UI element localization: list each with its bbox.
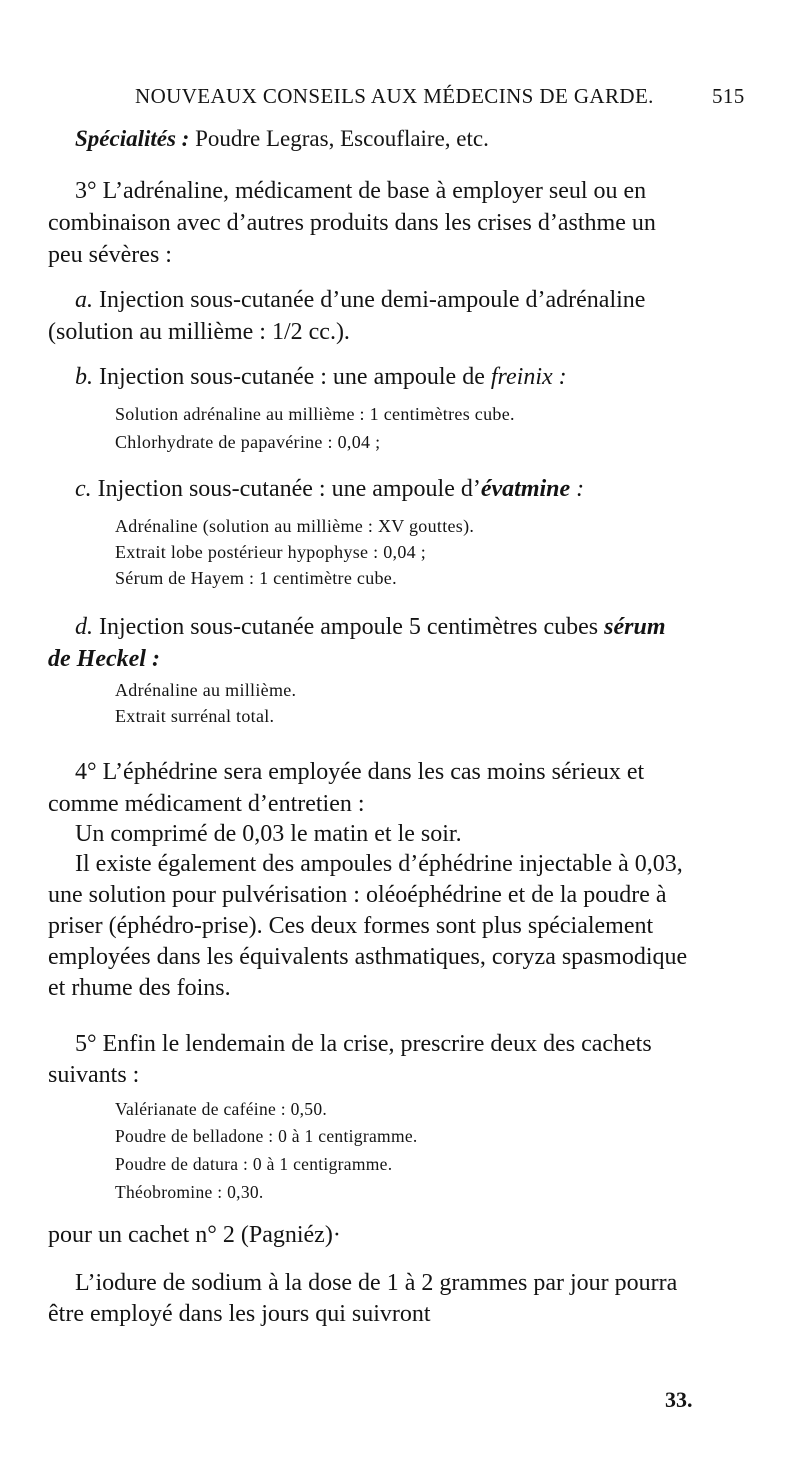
item-a-text: Injection sous-cutanée d’une demi-ampoule d’adrénaline bbox=[93, 287, 646, 313]
closing-line-2: être employé dans les jours qui suivront bbox=[48, 1301, 431, 1327]
item-d-line-2 bbox=[48, 646, 160, 673]
specialites-line bbox=[75, 126, 489, 152]
section4-line-4: Il existe également des ampoules d’éphédrine injectable à 0,03, bbox=[75, 851, 683, 877]
section4-line-3: Un comprimé de 0,03 le matin et le soir. bbox=[75, 821, 462, 847]
specialites-text: Poudre Legras, Escouflaire, etc. bbox=[189, 126, 489, 151]
item-b-colon: : bbox=[552, 364, 567, 390]
item-c-product: évatmine bbox=[480, 476, 571, 502]
item-d-formula-2: Extrait surrénal total. bbox=[115, 706, 275, 726]
section4-line-8: et rhume des foins. bbox=[48, 975, 231, 1001]
running-title: NOUVEAUX CONSEILS AUX MÉDECINS DE GARDE. bbox=[135, 84, 654, 108]
item-d-formula-1: Adrénaline au millième. bbox=[115, 680, 297, 700]
item-d-product-2: de Heckel : bbox=[48, 646, 160, 672]
item-a-line-2: (solution au millième : 1/2 cc.). bbox=[48, 319, 350, 345]
section3-line-3: peu sévères : bbox=[48, 242, 172, 268]
item-d-product-1: sérum bbox=[604, 614, 666, 640]
item-b-product: freinix bbox=[490, 364, 553, 390]
section5-after: pour un cachet n° 2 (Pagniéz)· bbox=[48, 1222, 341, 1248]
section5-formula-4: Théobromine : 0,30. bbox=[115, 1182, 264, 1202]
specialites-label: Spécialités : bbox=[75, 126, 190, 151]
section5-formula-3: Poudre de datura : 0 à 1 centigramme. bbox=[115, 1154, 393, 1174]
item-b-line bbox=[75, 364, 567, 391]
section3-line-2: combinaison avec d’autres produits dans les crises d’asthme un bbox=[48, 210, 656, 236]
item-c-line bbox=[75, 476, 584, 503]
section5-formula-1: Valérianate de caféine : 0,50. bbox=[115, 1099, 328, 1119]
section5-line-1: 5° Enfin le lendemain de la crise, prescrire deux des cachets bbox=[75, 1031, 652, 1057]
item-c-colon: : bbox=[570, 476, 585, 502]
item-c-formula-2: Extrait lobe postérieur hypophyse : 0,04 ; bbox=[115, 542, 427, 562]
signature-mark: 33. bbox=[665, 1387, 693, 1412]
closing-line-1: L’iodure de sodium à la dose de 1 à 2 grammes par jour pourra bbox=[75, 1270, 678, 1296]
item-b-formula-2: Chlorhydrate de papavérine : 0,04 ; bbox=[115, 432, 381, 452]
section5-formula-2: Poudre de belladone : 0 à 1 centigramme. bbox=[115, 1126, 418, 1146]
section4-line-1: 4° L’éphédrine sera employée dans les cas moins sérieux et bbox=[75, 759, 645, 785]
item-c-formula-3: Sérum de Hayem : 1 centimètre cube. bbox=[115, 568, 397, 588]
item-d-text: Injection sous-cutanée ampoule 5 centimètres cubes bbox=[93, 614, 605, 640]
section5-line-2: suivants : bbox=[48, 1062, 140, 1088]
item-b-letter: b. bbox=[75, 364, 93, 390]
section3-line-1: 3° L’adrénaline, médicament de base à employer seul ou en bbox=[75, 178, 647, 204]
page-number: 515 bbox=[712, 84, 745, 108]
item-a-letter: a. bbox=[75, 287, 93, 313]
item-b-text: Injection sous-cutanée : une ampoule de bbox=[93, 364, 491, 390]
item-b-formula-1: Solution adrénaline au millième : 1 centimètres cube. bbox=[115, 404, 515, 424]
section4-line-7: employées dans les équivalents asthmatiques, coryza spasmodique bbox=[48, 944, 688, 970]
item-d-letter: d. bbox=[75, 614, 93, 640]
item-d-line-1 bbox=[75, 614, 666, 641]
section4-line-6: priser (éphédro-prise). Ces deux formes sont plus spécialement bbox=[48, 913, 654, 939]
item-a-line-1 bbox=[75, 287, 645, 314]
item-c-formula-1: Adrénaline (solution au millième : XV gouttes). bbox=[115, 516, 475, 536]
item-c-letter: c. bbox=[75, 476, 92, 502]
section4-line-5: une solution pour pulvérisation : oléoéphédrine et de la poudre à bbox=[48, 882, 667, 908]
section4-line-2: comme médicament d’entretien : bbox=[48, 791, 365, 817]
item-c-text: Injection sous-cutanée : une ampoule d’ bbox=[91, 476, 481, 502]
